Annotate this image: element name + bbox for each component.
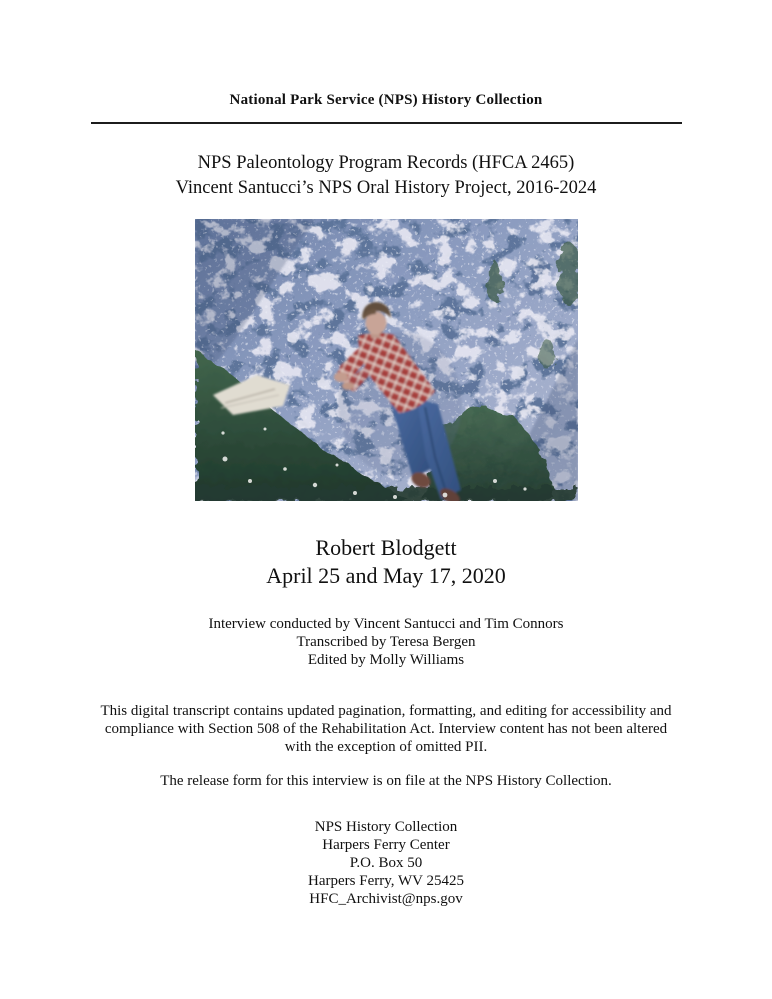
credit-line-transcriber: Transcribed by Teresa Bergen xyxy=(296,634,476,650)
address-line-pobox: P.O. Box 50 xyxy=(349,855,423,871)
interviewee-name: Robert Blodgett xyxy=(315,535,457,560)
address-line-city: Harpers Ferry, WV 25425 xyxy=(308,873,464,889)
header-rule xyxy=(91,122,682,124)
interviewee-block xyxy=(0,534,772,590)
credit-line-editor: Edited by Molly Williams xyxy=(307,652,465,668)
address-block xyxy=(0,818,772,908)
page-header: National Park Service (NPS) History Collection xyxy=(229,92,543,108)
collection-title-line1: NPS Paleontology Program Records (HFCA 2465) xyxy=(197,153,575,173)
release-note: The release form for this interview is on file at the NPS History Collection. xyxy=(160,773,612,789)
cover-photo xyxy=(195,219,578,501)
cover-photo-illustration xyxy=(195,219,578,501)
interview-dates: April 25 and May 17, 2020 xyxy=(266,563,506,588)
collection-title xyxy=(0,151,772,201)
credits-block xyxy=(0,615,772,669)
address-line-center: Harpers Ferry Center xyxy=(322,837,450,853)
address-line-email: HFC_Archivist@nps.gov xyxy=(309,891,463,907)
credit-line-interviewers: Interview conducted by Vincent Santucci and Tim Connors xyxy=(208,616,564,632)
collection-title-line2: Vincent Santucci’s NPS Oral History Project, 2016-2024 xyxy=(175,178,597,198)
accessibility-note: This digital transcript contains updated pagination, formatting, and editing for accessibility and compliance with Section 508 of the Rehabilitation Act. Interview content has not been altered with the exception of omitted PII. xyxy=(100,703,672,755)
address-line-collection: NPS History Collection xyxy=(314,819,458,835)
